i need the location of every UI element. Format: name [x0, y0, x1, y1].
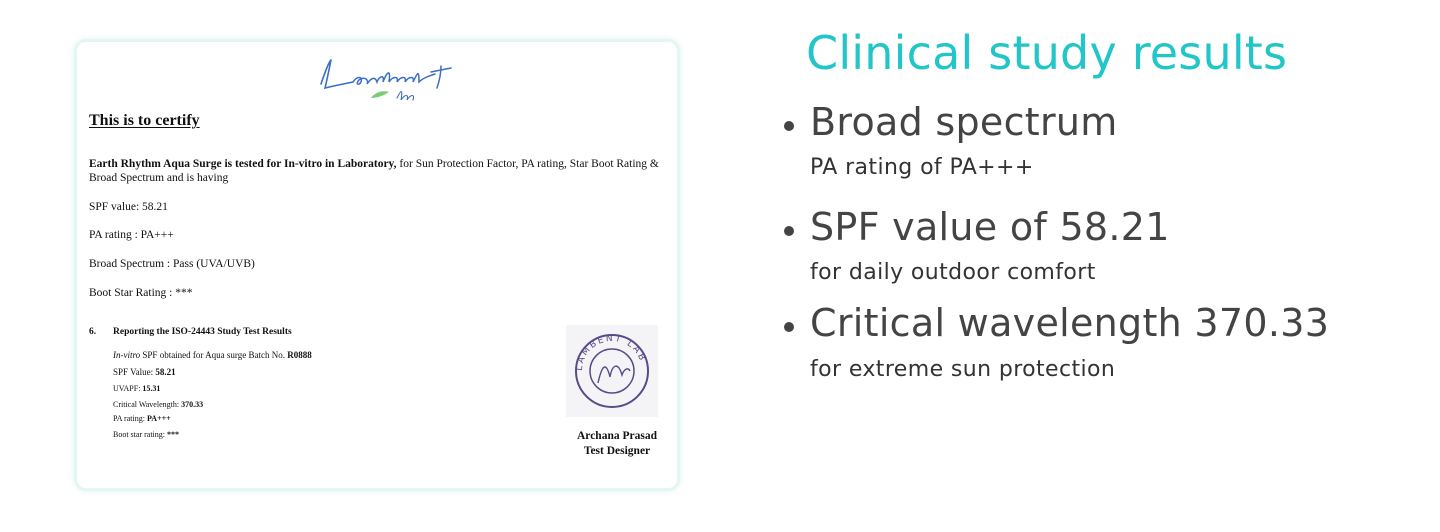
bullet-title-spf: SPF value of 58.21: [810, 205, 1170, 249]
spf-value-line: SPF Value: 58.21: [113, 367, 176, 377]
signatory-name: Archana Prasad: [577, 430, 657, 442]
critical-wavelength-line: Critical Wavelength: 370.33: [113, 400, 204, 409]
pa-line: PA rating : PA+++: [89, 229, 174, 241]
certificate-card: [74, 39, 680, 491]
bullet-dot-icon: [784, 121, 794, 131]
lambent-lab-stamp: [566, 325, 658, 417]
broad-spectrum-line: Broad Spectrum : Pass (UVA/UVB): [89, 258, 255, 270]
certificate-intro: Earth Rhythm Aqua Surge is tested for In-vitro in Laboratory, for Sun Protection Factor, PA rating, Star Boot Rating & Broad Spectrum and is having: [89, 158, 659, 184]
bullet-dot-icon: [784, 322, 794, 332]
bullet-subtitle-critical-wavelength: for extreme sun protection: [810, 357, 1116, 382]
boot-star-line: Boot Star Rating : ***: [89, 287, 193, 299]
boot-star-rating-line: Boot star rating: ***: [113, 430, 179, 439]
signatory-role: Test Designer: [583, 445, 651, 457]
bullet-title-critical-wavelength: Critical wavelength 370.33: [810, 301, 1330, 345]
bullet-title-broad-spectrum: Broad spectrum: [810, 100, 1118, 144]
pa-rating-line: PA rating: PA+++: [113, 414, 171, 423]
bullet-subtitle-broad-spectrum: PA rating of PA+++: [810, 155, 1034, 180]
certificate-title: This is to certify: [89, 112, 200, 129]
uvapf-line: UVAPF: 15.31: [113, 384, 161, 393]
lambent-lab-logo: [313, 54, 463, 104]
section-title: Reporting the ISO-24443 Study Test Results: [113, 327, 292, 337]
section-number: 6.: [89, 327, 97, 337]
svg-text:LAMBENT LAB: LAMBENT LAB: [574, 333, 648, 372]
bullet-subtitle-spf: for daily outdoor comfort: [810, 260, 1096, 285]
bullet-dot-icon: [784, 226, 794, 236]
invitro-line: In-vitro SPF obtained for Aqua surge Batch No. R0888: [113, 350, 312, 360]
clinical-headline: Clinical study results: [806, 26, 1288, 80]
spf-line: SPF value: 58.21: [89, 201, 168, 213]
